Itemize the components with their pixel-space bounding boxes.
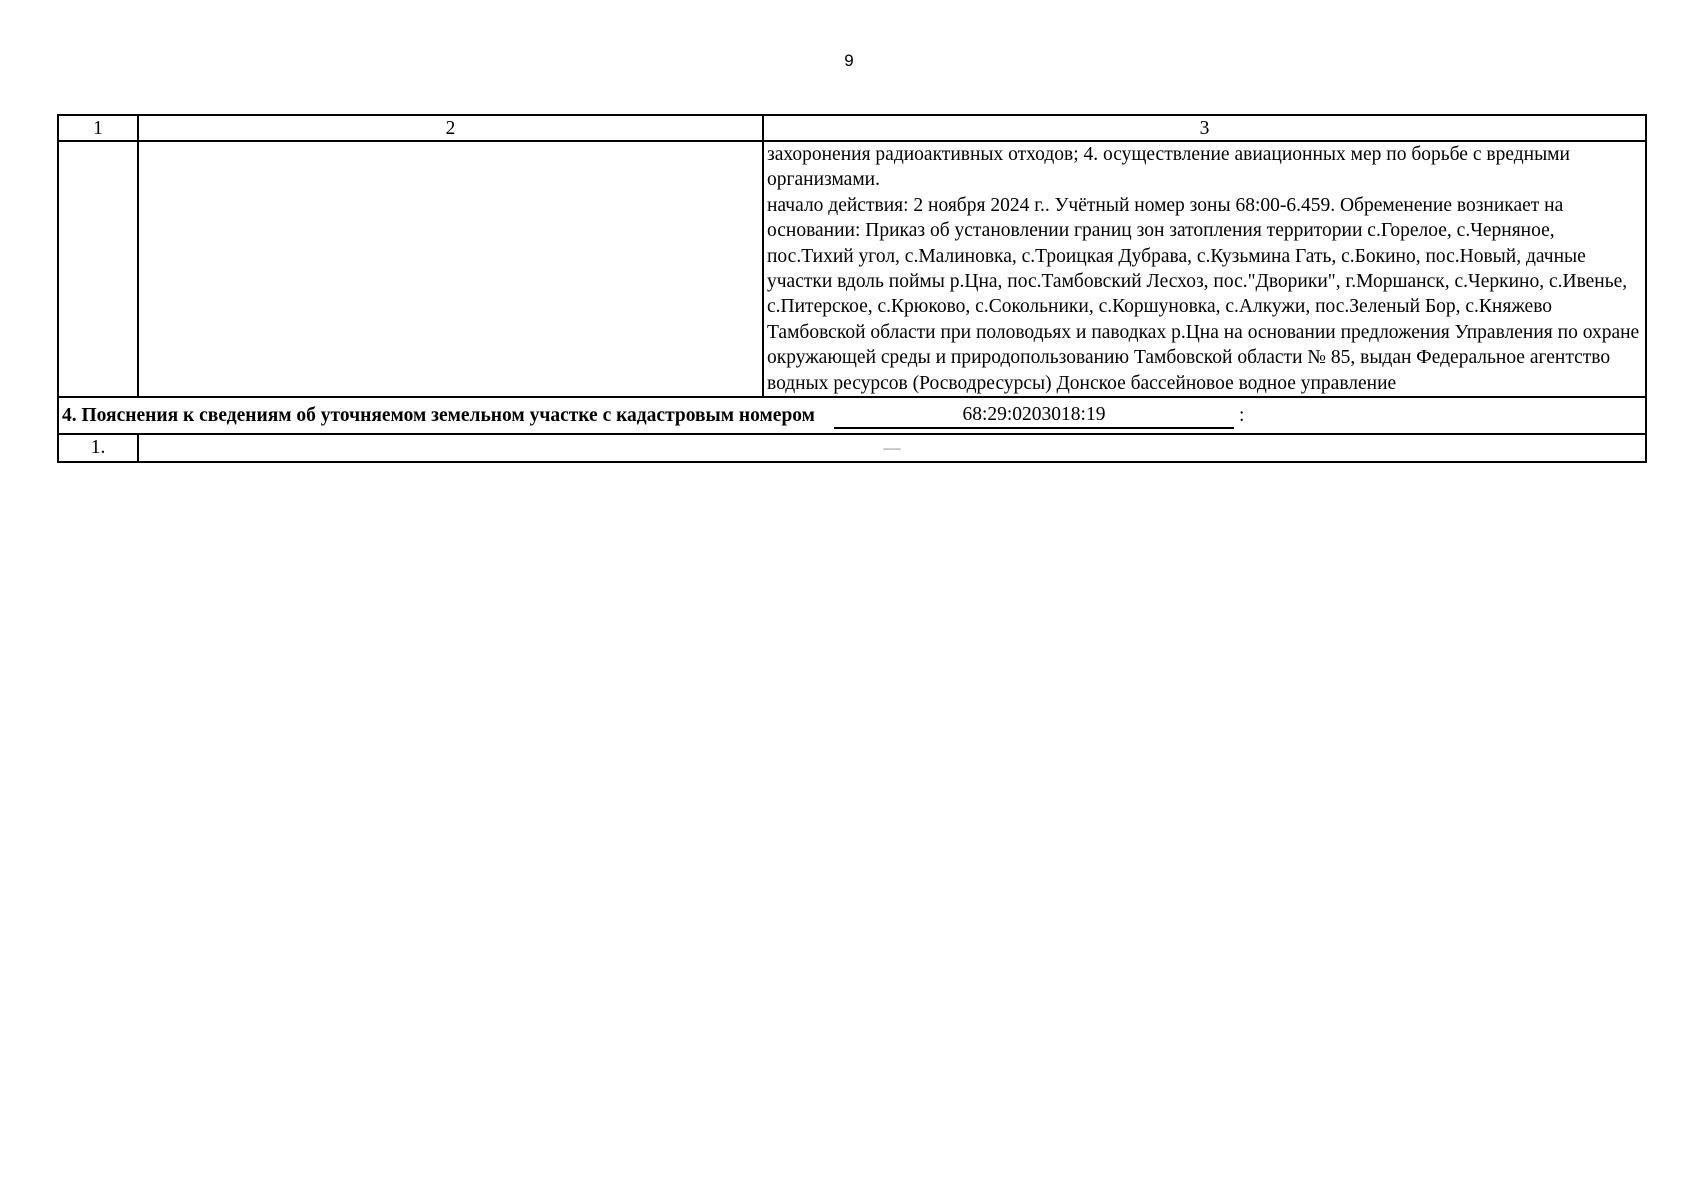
row-cell-2 [138, 141, 763, 397]
table-header-row [58, 115, 1646, 141]
cadastral-info-table [57, 114, 1647, 463]
encumbrance-description-cell [763, 141, 1646, 397]
section-colon: : [1238, 405, 1245, 427]
item-number: 1. [58, 434, 138, 462]
encumbrance-paragraph: начало действия: 2 ноября 2024 г.. Учётный номер зоны 68:00-6.459. Обременение возникает на основании: Приказ об установлении границ зон затопления территории с.Горелое, с.Черняное, пос.Тихий угол, с.Малиновка, с.Троицкая Дубрава, с.Кузьмина Гать, с.Бокино, пос.Новый, дачные участки вдоль поймы р.Цна, пос.Тамбовский Лесхоз, пос."Дворики", г.Моршанск, с.Черкино, с.Ивенье, с.Питерское, с.Крюково, с.Сокольники, с.Коршуновка, с.Алкужи, пос.Зеленый Бор, с.Княжево Тамбовской области при половодьях и паводках р.Цна на основании предложения Управления по охране окружающей среды и природопользованию Тамбовской области № 85, выдан Федеральное агентство водных ресурсов (Росводресурсы) Донское бассейновое водное управление [767, 194, 1640, 394]
column-header-1: 1 [58, 115, 138, 141]
column-header-3: 3 [763, 115, 1646, 141]
section-4-header-row [58, 397, 1646, 434]
cadastral-number: 68:29:0203018:19 [834, 403, 1234, 429]
page-number: 9 [844, 51, 854, 70]
table-row [58, 141, 1646, 397]
table-row [58, 434, 1646, 462]
section-4-header-cell [58, 397, 1646, 434]
column-header-2: 2 [138, 115, 763, 141]
row-cell-1 [58, 141, 138, 397]
item-value: — [138, 434, 1646, 462]
encumbrance-paragraph: захоронения радиоактивных отходов; 4. осуществление авиационных мер по борьбе с вредными организмами. [767, 144, 1570, 191]
section-4-title: 4. Пояснения к сведениям об уточняемом земельном участке с кадастровым номером [62, 405, 815, 427]
